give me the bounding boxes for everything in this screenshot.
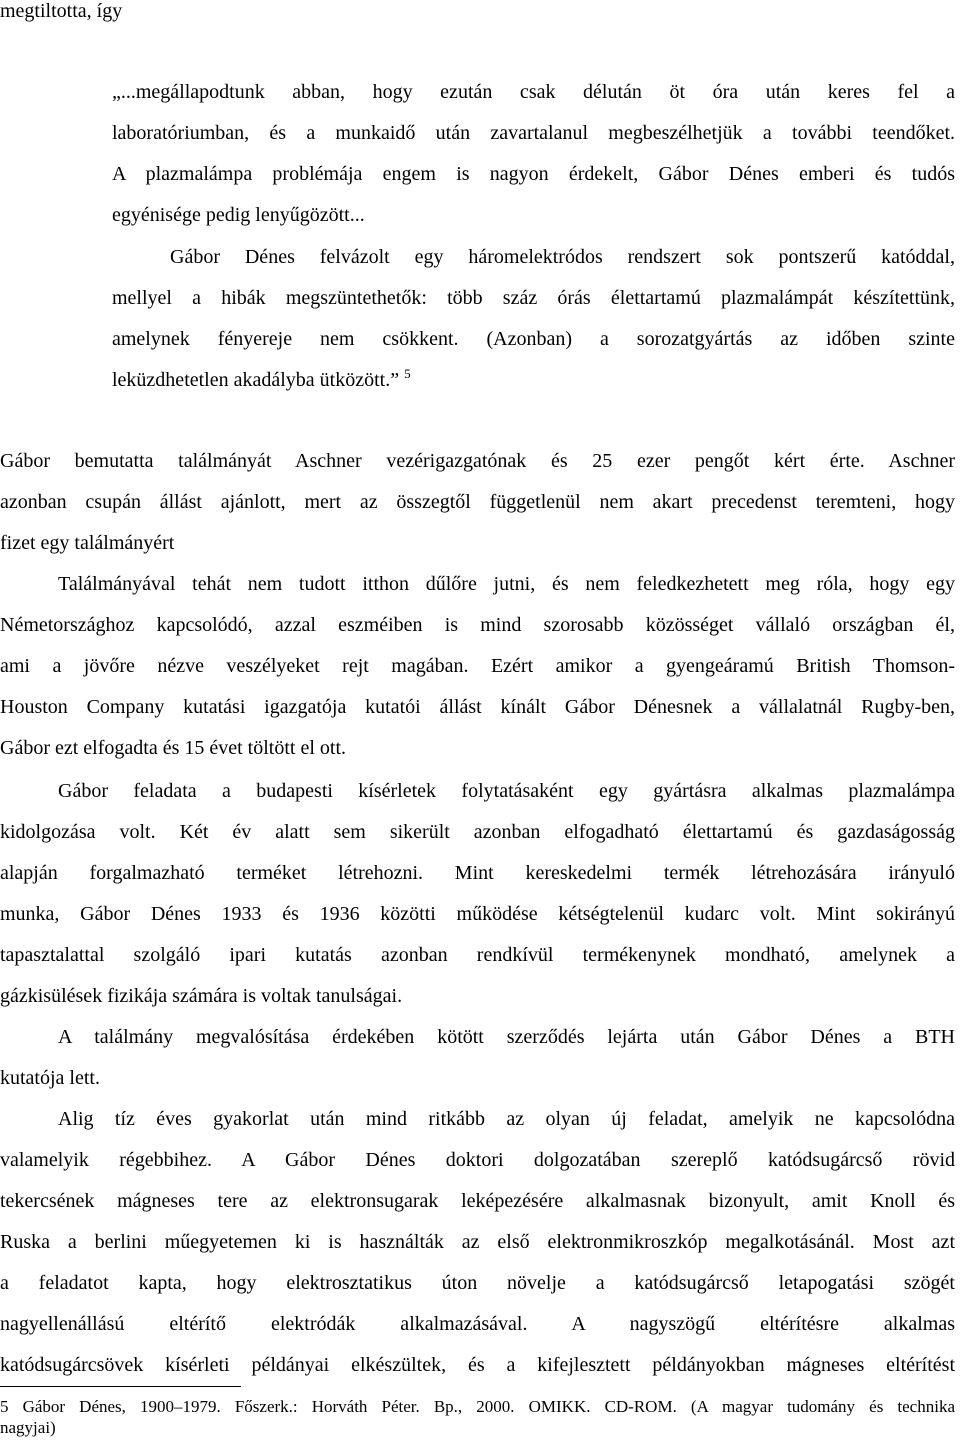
quote-paragraph-1: [112, 72, 955, 236]
text-line: mellyel a hibák megszüntethetők: több száz órás élettartamú plazmalámpát készítettünk,: [112, 287, 955, 309]
text-line: Gábor ezt elfogadta és 15 évet töltött el ott.: [0, 737, 346, 759]
text-line: gázkisülések fizikája számára is voltak tanulságai.: [0, 985, 403, 1007]
text-line: alapján forgalmazható terméket létrehozni. Mint kereskedelmi termék létrehozására irányuló: [0, 862, 955, 884]
footnote-separator: [0, 1386, 241, 1387]
text-line: katódsugárcsövek kísérleti példányai elkészültek, és a kifejlesztett példányokban mágneses eltérítést: [0, 1354, 955, 1376]
text-line: Alig tíz éves gyakorlat után mind ritkább az olyan új feladat, amelyik ne kapcsolódna: [58, 1108, 955, 1130]
quoted-passage: [112, 72, 955, 401]
body-paragraph-2: [0, 564, 955, 769]
text-line: Németországhoz kapcsolódó, azzal eszméiben is mind szorosabb közösséget vállaló országban él,: [0, 614, 955, 636]
text-line: „...megállapodtunk abban, hogy ezután csak délután öt óra után keres fel a: [112, 81, 955, 103]
text-line: [112, 360, 955, 401]
body-paragraph-1: [0, 441, 955, 564]
text-line: laboratóriumban, és a munkaidő után zavartalanul megbeszélhetjük a további teendőket.: [112, 122, 955, 144]
text-line: ami a jövőre nézve veszélyeket rejt magában. Ezért amikor a gyengeáramú British Thomson-: [0, 655, 955, 677]
footnote-line: 5 Gábor Dénes, 1900–1979. Főszerk.: Horváth Péter. Bp., 2000. OMIKK. CD-ROM. (A magyar tudomány és technika: [0, 1397, 955, 1416]
body-paragraph-4: [0, 1017, 955, 1099]
text-line: A plazmalámpa problémája engem is nagyon érdekelt, Gábor Dénes emberi és tudós: [112, 163, 955, 185]
text-line: Találmányával tehát nem tudott itthon dűlőre jutni, és nem feledkezhetett meg róla, hogy egy: [58, 573, 955, 595]
text-line: fizet egy találmányért: [0, 532, 175, 554]
text-line: egyénisége pedig lenyűgözött...: [112, 204, 365, 226]
text-line: Gábor Dénes felvázolt egy háromelektródos rendszert sok pontszerű katóddal,: [170, 246, 955, 268]
body-paragraph-3: [0, 771, 955, 1017]
text-line: A találmány megvalósítása érdekében kötött szerződés lejárta után Gábor Dénes a BTH: [58, 1026, 955, 1048]
text-line: Ruska a berlini műegyetemen ki is használták az első elektronmikroszkóp megalkotásánál. Most azt: [0, 1231, 955, 1253]
text-line: tekercsének mágneses tere az elektronsugarak leképezésére alkalmasnak bizonyult, amit Knoll és: [0, 1190, 955, 1212]
text-line: Gábor bemutatta találmányát Aschner vezérigazgatónak és 25 ezer pengőt kért érte. Aschner: [0, 450, 955, 472]
text-line: nagyellenállású eltérítő elektródák alkalmazásával. A nagyszögű eltérítésre alkalmas: [0, 1313, 955, 1335]
text-line: kidolgozása volt. Két év alatt sem sikerült azonban elfogadható élettartamú és gazdaságosság: [0, 821, 955, 843]
text-line: kutatója lett.: [0, 1067, 100, 1089]
text-line: Gábor feladata a budapesti kísérletek folytatásaként egy gyártásra alkalmas plazmalámpa: [58, 780, 955, 802]
text-line: munka, Gábor Dénes 1933 és 1936 közötti működése kétségtelenül kudarc volt. Mint sokirányú: [0, 903, 955, 925]
text-line: tapasztalattal szolgáló ipari kutatás azonban rendkívül termékenynek mondható, amelynek a: [0, 944, 955, 966]
footnote-reference: 5: [404, 366, 411, 382]
text-line-content: leküzdhetetlen akadályba ütközött.”: [112, 369, 400, 391]
text-line: a feladatot kapta, hogy elektrosztatikus úton növelje a katódsugárcső letapogatási szögét: [0, 1272, 955, 1294]
page-top-fragment: megtiltotta, így: [0, 0, 123, 22]
text-line: Houston Company kutatási igazgatója kutatói állást kínált Gábor Dénesnek a vállalatnál Rugby-ben,: [0, 696, 955, 718]
text-line: valamelyik régebbihez. A Gábor Dénes doktori dolgozatában szereplő katódsugárcső rövid: [0, 1149, 955, 1171]
body-paragraph-5: [0, 1099, 955, 1386]
footnote-line: nagyjai): [0, 1418, 56, 1437]
text-line: azonban csupán állást ajánlott, mert az összegtől függetlenül nem akart precedenst teremteni, hogy: [0, 491, 955, 513]
quote-paragraph-2: [112, 237, 955, 401]
text-line: amelynek fényereje nem csökkent. (Azonban) a sorozatgyártás az időben szinte: [112, 328, 955, 350]
footnote: [0, 1396, 955, 1438]
